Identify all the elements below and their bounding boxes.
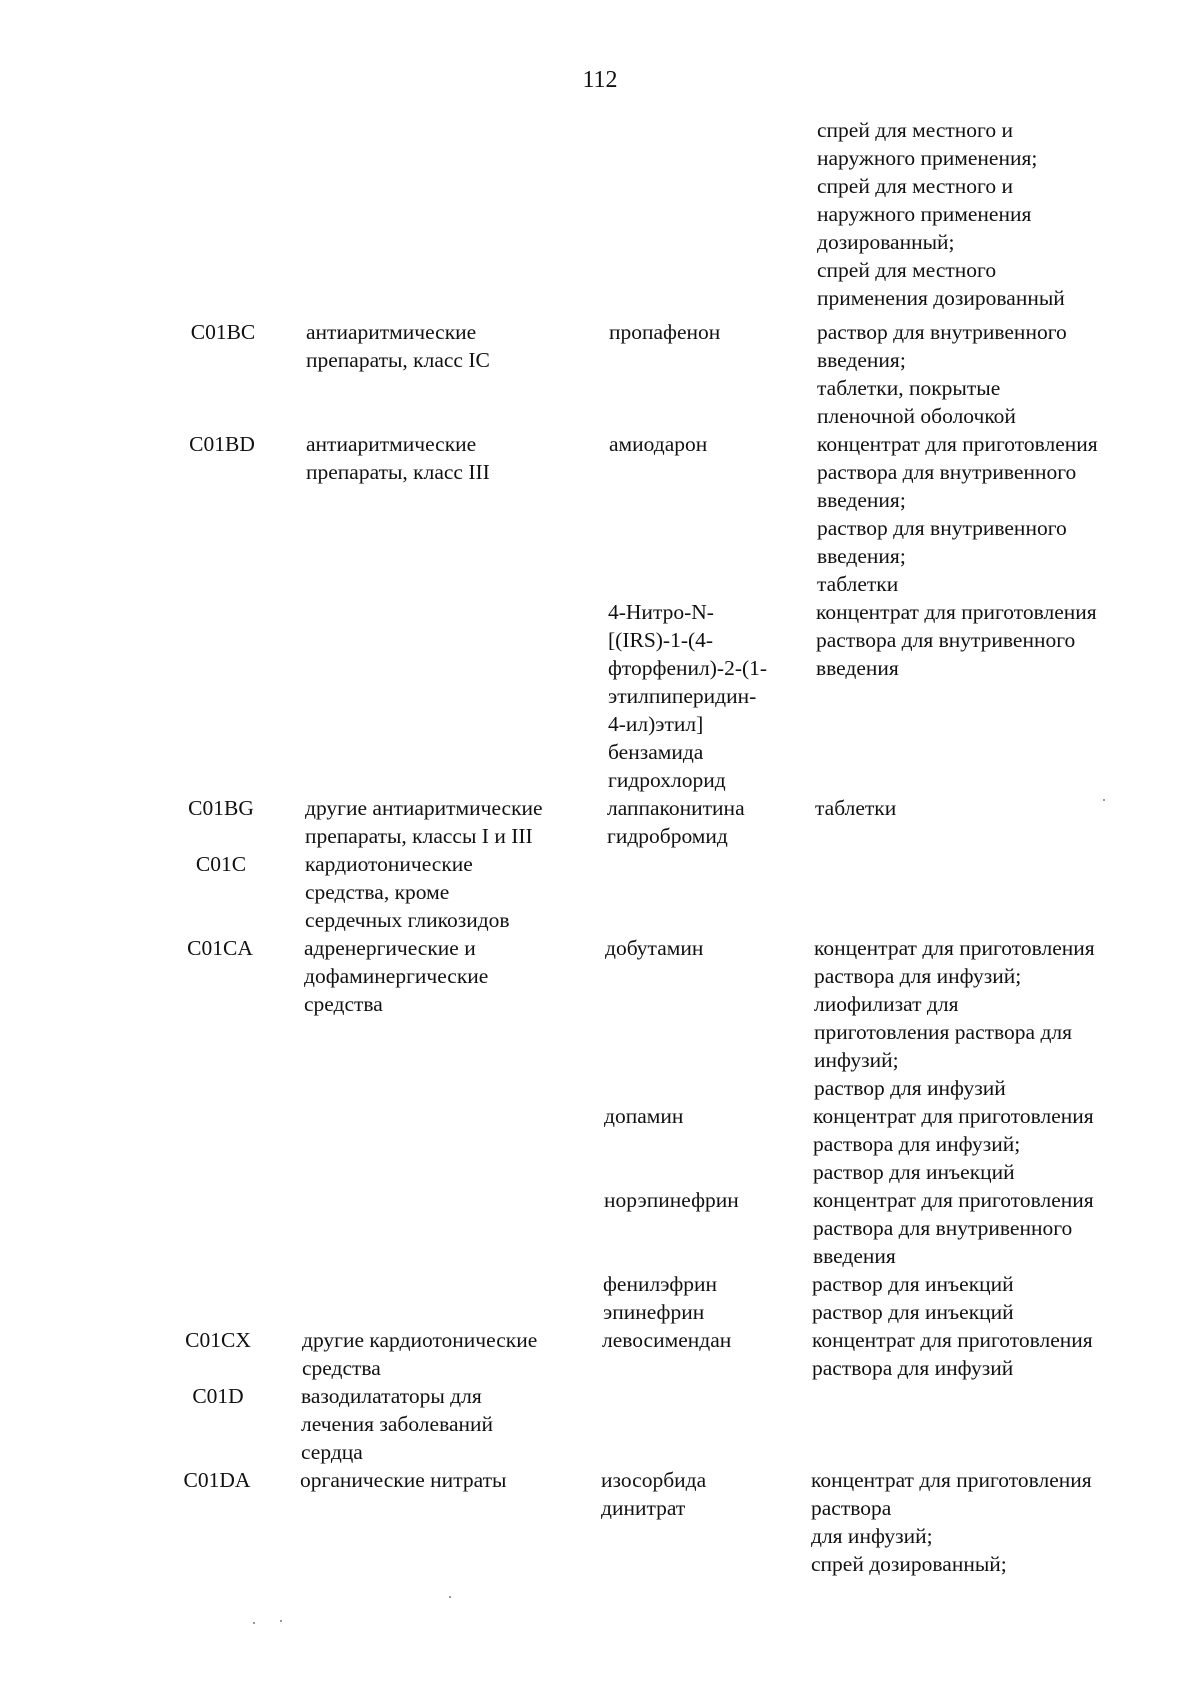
- dosage-forms-cell: таблетки: [815, 796, 897, 820]
- drug-name-cell: эпинефрин: [603, 1300, 705, 1324]
- dosage-forms-cell: концентрат для приготовления раствора для инфузий: [812, 1328, 1093, 1380]
- dosage-forms-cell: концентрат для приготовления раствора для инфузий; лиофилизат для приготовления раствора для инфузий; раствор для инфузий: [814, 936, 1095, 1100]
- atc-group-cell: вазодилататоры для лечения заболеваний сердца: [301, 1384, 494, 1464]
- atc-code-cell: C01BD: [189, 432, 255, 456]
- drug-name-cell: фенилэфрин: [603, 1272, 718, 1296]
- drug-name-cell: лаппаконитина гидробромид: [607, 796, 745, 848]
- atc-code-cell: C01BG: [188, 796, 254, 820]
- dosage-forms-cell: раствор для инъекций: [812, 1300, 1014, 1324]
- drug-name-cell: 4-Нитро-N- [(IRS)-1-(4- фторфенил)-2-(1- этилпиперидин- 4-ил)этил] бензамида гидрохлорид: [608, 600, 768, 792]
- atc-code-cell: C01CA: [187, 936, 253, 960]
- atc-code-cell: C01D: [192, 1384, 244, 1408]
- atc-group-cell: другие антиаритмические препараты, классы I и III: [305, 796, 543, 848]
- atc-group-cell: адренергические и дофаминергические средства: [304, 936, 489, 1016]
- page-number: 112: [582, 67, 618, 93]
- atc-code-cell: C01DA: [183, 1468, 251, 1492]
- dosage-forms-cell: спрей для местного и наружного применения; спрей для местного и наружного применения дозированный; спрей для местного применения дозированный: [817, 118, 1065, 310]
- atc-group-cell: органические нитраты: [300, 1468, 507, 1492]
- atc-group-cell: кардиотонические средства, кроме сердечных гликозидов: [305, 852, 510, 932]
- atc-group-cell: другие кардиотонические средства: [302, 1328, 538, 1380]
- atc-group-cell: антиаритмические препараты, класс IC: [306, 320, 490, 372]
- scan-speck: [449, 1596, 451, 1598]
- drug-name-cell: норэпинефрин: [604, 1188, 739, 1212]
- dosage-forms-cell: концентрат для приготовления раствора для внутривенного введения; раствор для внутривенного введения; таблетки: [817, 432, 1098, 596]
- scan-speck: [253, 1622, 255, 1624]
- dosage-forms-cell: концентрат для приготовления раствора для внутривенного введения: [813, 1188, 1094, 1268]
- dosage-forms-cell: концентрат для приготовления раствора для внутривенного введения: [816, 600, 1097, 680]
- drug-name-cell: допамин: [604, 1104, 684, 1128]
- drug-name-cell: изосорбида динитрат: [601, 1468, 707, 1520]
- dosage-forms-cell: раствор для внутривенного введения; таблетки, покрытые пленочной оболочкой: [817, 320, 1067, 428]
- dosage-forms-cell: раствор для инъекций: [812, 1272, 1014, 1296]
- drug-name-cell: пропафенон: [609, 320, 721, 344]
- atc-code-cell: C01BC: [190, 320, 256, 344]
- drug-name-cell: левосимендан: [602, 1328, 732, 1352]
- atc-code-cell: C01C: [195, 852, 247, 876]
- scan-speck: [280, 1620, 282, 1622]
- atc-group-cell: антиаритмические препараты, класс III: [306, 432, 490, 484]
- drug-name-cell: амиодарон: [609, 432, 708, 456]
- scan-speck: [1103, 799, 1105, 801]
- dosage-forms-cell: концентрат для приготовления раствора для инфузий; раствор для инъекций: [813, 1104, 1094, 1184]
- dosage-forms-cell: концентрат для приготовления раствора для инфузий; спрей дозированный;: [811, 1468, 1092, 1576]
- drug-name-cell: добутамин: [605, 936, 704, 960]
- atc-code-cell: C01CX: [185, 1328, 251, 1352]
